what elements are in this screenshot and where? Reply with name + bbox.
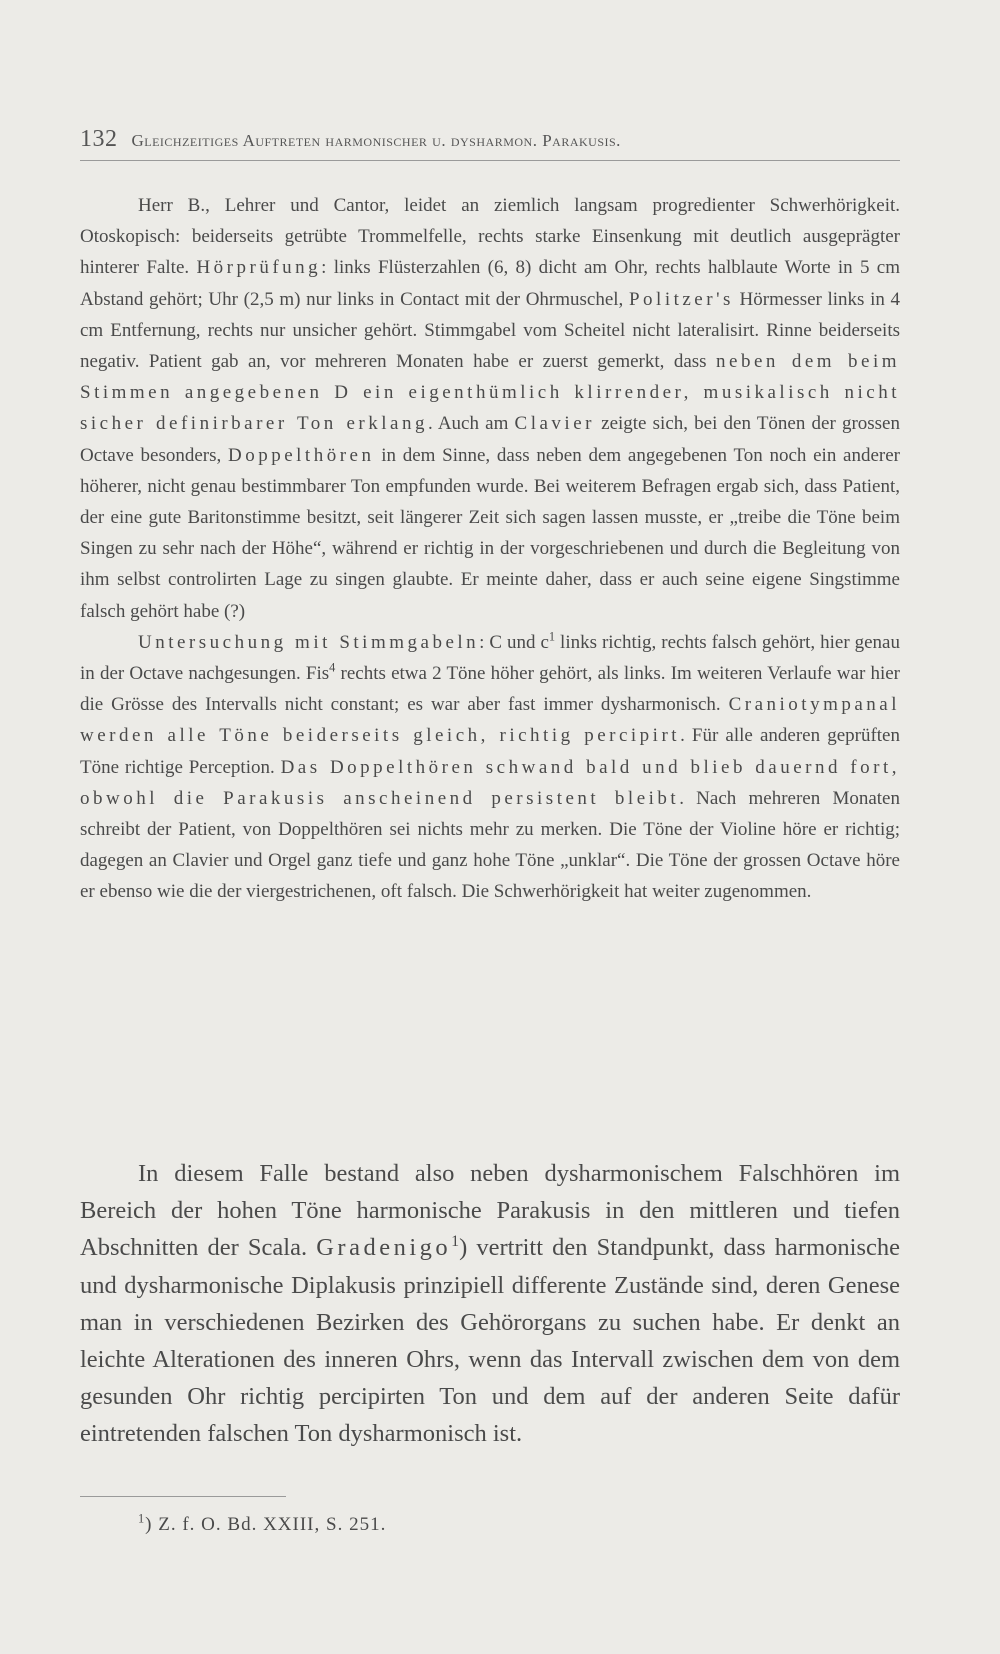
emphasis-text: Untersuchung mit Stimmgabeln (138, 631, 480, 653)
conclusion-paragraph (80, 1155, 900, 1453)
footnote-mark: 1 (138, 1511, 146, 1526)
page-number: 132 (80, 126, 118, 152)
case-text: zeigte sich, bei den Tönen der grossen Octave besonders, (80, 413, 900, 466)
footnote-rule (80, 1496, 286, 1497)
superscript: 4 (329, 660, 336, 675)
emphasis-text: Craniotympanal werden alle Töne beiderseits gleich, richtig percipirt (80, 694, 900, 747)
emphasis-text: Doppelthören (228, 444, 375, 466)
footnote-ref: 1 (451, 1233, 460, 1251)
emphasis-text: Hörprüfung (196, 257, 322, 279)
running-header (80, 126, 900, 153)
emphasis-text: Das Doppelthören schwand bald und blieb dauernd fort, obwohl die Parakusis anscheinend persistent bleibt (80, 756, 900, 809)
emphasis-text: neben dem beim Stimmen angegebenen D ein eigenthümlich klirrender, musikalisch nicht sicher definirbarer Ton erklang (80, 351, 900, 435)
superscript: 1 (548, 629, 556, 644)
case-text: Herr B., Lehrer und Cantor, leidet an ziemlich langsam progredienter Schwerhörigkeit. Otoskopisch: beiderseits getrübte Trommelfelle, rechts starke Einsenkung mit deutlich ausgeprägter hinterer Falte. (80, 195, 900, 279)
case-text: . Auch am (427, 413, 515, 435)
author-name: Gradenigo (316, 1234, 452, 1262)
footnote (138, 1511, 387, 1536)
header-rule (80, 160, 900, 161)
case-text: Hörmesser links in 4 cm Entfernung, rechts nur unsicher gehört. Stimmgabel vom Scheitel nicht lateralisirt. Rinne beiderseits negativ. Patient gab an, vor mehreren Monaten habe er zuerst gemerkt, dass (80, 288, 900, 373)
case-paragraph (80, 190, 900, 627)
conclusion-text (80, 1155, 900, 1453)
conclusion-sentence: In diesem Falle bestand also neben dysharmonischem Falschhören im Bereich der hohen Töne harmonische Parakusis in den mittleren und tiefen Abschnitten der Scala. (80, 1160, 900, 1262)
author-name: Politzer's (628, 288, 734, 310)
conclusion-sentence: ) vertritt den Standpunkt, dass harmonische und dysharmonische Diplakusis prinzipiell differente Zustände sind, deren Genese man in verschiedenen Bezirken des Gehörorgans zu suchen habe. Er denkt an leichte Alterationen des inneren Ohrs, wenn das Intervall zwischen dem von dem gesunden Ohr richtig percipirten Ton und dem auf der anderen Seite dafür eintretenden falschen Ton dysharmonisch ist. (80, 1234, 900, 1448)
exam-text: rechts etwa 2 Töne höher gehört, als links. Im weiteren Verlaufe war hier die Grösse des Intervalls nicht constant; es war aber fast immer dysharmonisch. (80, 663, 900, 716)
exam-paragraph (80, 627, 900, 908)
case-text: : links Flüsterzahlen (6, 8) dicht am Ohr, rechts halblaute Worte in 5 cm Abstand gehört; Uhr (2,5 m) nur links in Contact mit der Ohrmuschel, (80, 257, 900, 310)
exam-text: links richtig, rechts falsch gehört, hier genau in der Octave nachgesungen. Fis (80, 631, 900, 685)
exam-text: : C und c (479, 631, 549, 653)
exam-text: . Nach mehreren Monaten schreibt der Patient, von Doppelthören sei nichts mehr zu merken. Die Töne der Violine höre er richtig; dagegen an Clavier und Orgel ganz tiefe und ganz hohe Töne „unklar“. Die Töne der grossen Octave höre er ebenso wie die der viergestrichenen, oft falsch. Die Schwerhörigkeit hat weiter zugenommen. (80, 787, 900, 903)
exam-text: . Für alle anderen geprüften Töne richtige Perception. (80, 725, 900, 778)
emphasis-text: Clavier (514, 413, 595, 435)
footnote-text: ) Z. f. O. Bd. XXIII, S. 251. (145, 1514, 387, 1535)
case-text: in dem Sinne, dass neben dem angegebenen Ton noch ein anderer höherer, nicht genau bestimmbarer Ton empfunden wurde. Bei weiterem Befragen ergab sich, dass Patient, der eine gute Baritonstimme besitzt, seit längerer Zeit sich sagen lassen musste, er „treibe die Töne beim Singen zu sehr nach der Höhe“, während er richtig in der vorgeschriebenen und durch die Begleitung von ihm selbst controlirten Lage zu singen glaubte. Er meinte daher, dass er auch seine eigene Singstimme falsch gehört habe (?) (80, 444, 901, 622)
running-title: Gleichzeitiges Auftreten harmonischer u. dysharmon. Parakusis. (131, 131, 621, 150)
case-report (80, 190, 900, 908)
